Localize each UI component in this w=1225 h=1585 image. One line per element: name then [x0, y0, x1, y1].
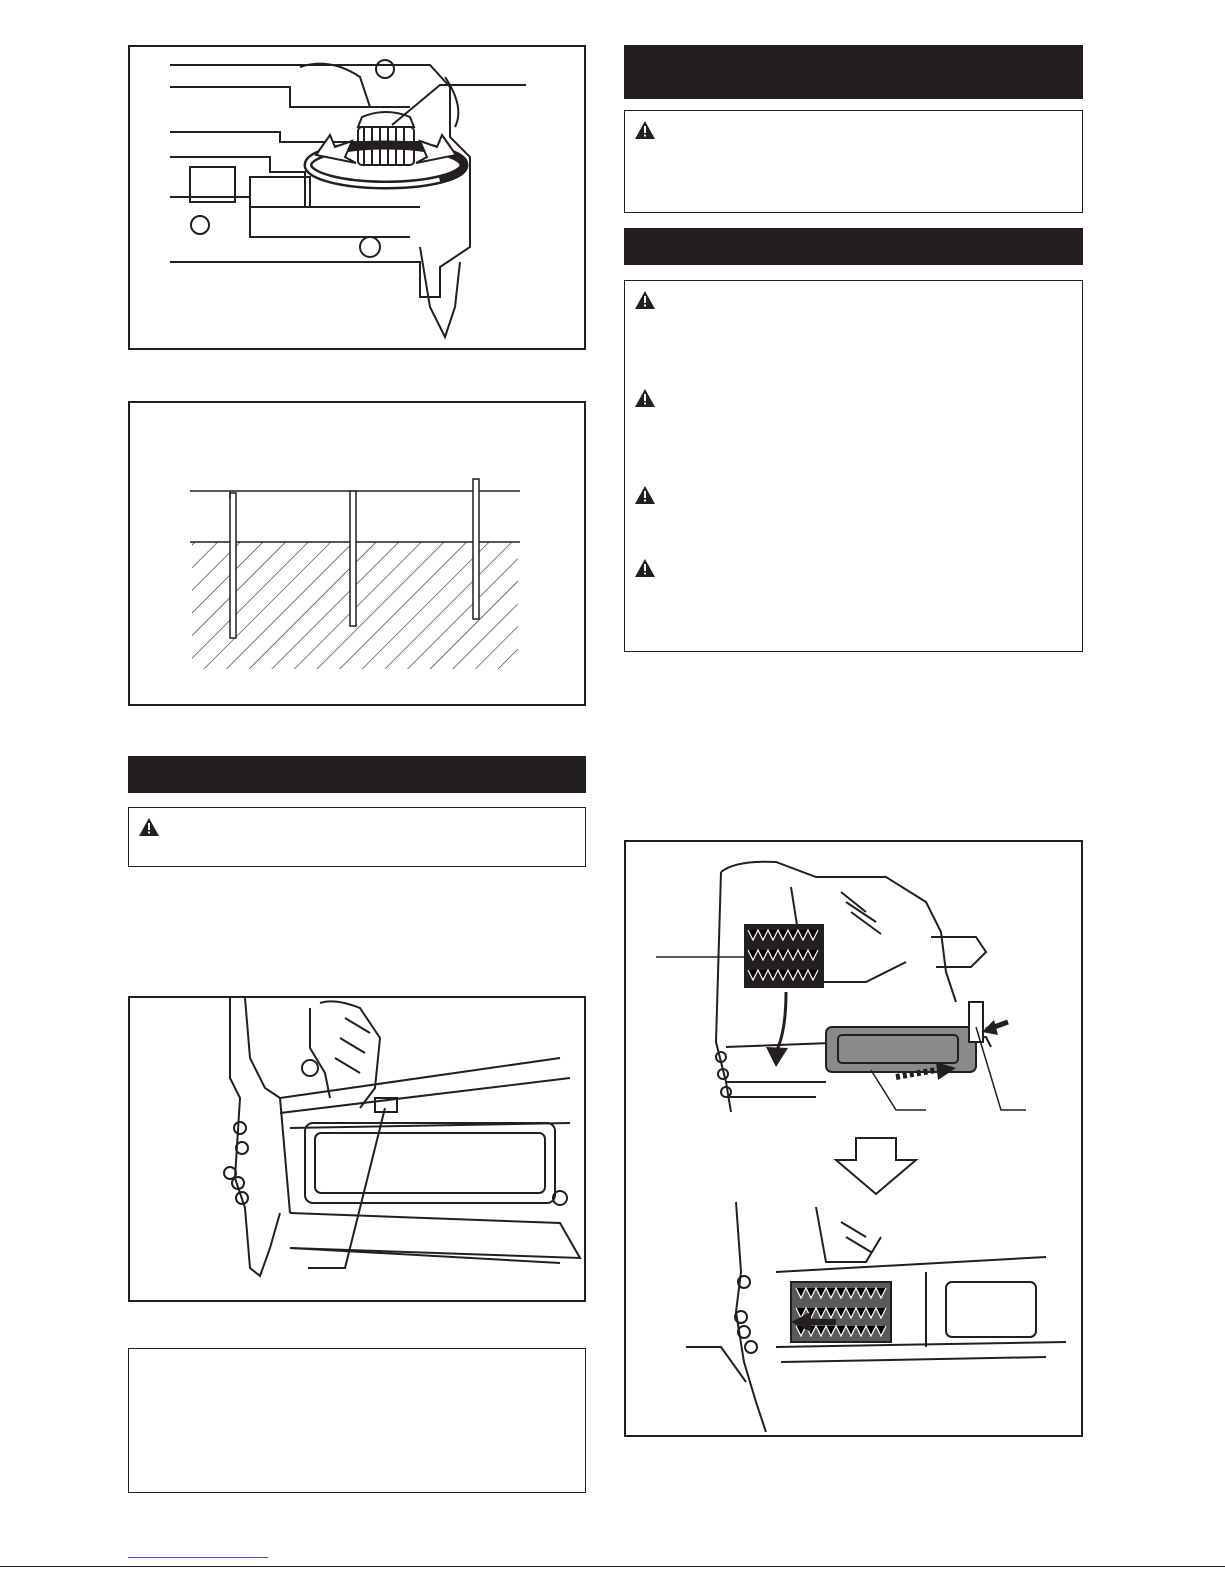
- right-warning-box-1: [624, 110, 1083, 213]
- warning-triangle-icon: [635, 291, 655, 309]
- warning-triangle-icon: [635, 121, 655, 139]
- page-bottom-line: [0, 1566, 1225, 1567]
- warning-triangle-icon: [139, 818, 159, 836]
- figure-nail-depth-comparison: [128, 401, 586, 706]
- right-section-bar-1: [624, 45, 1083, 99]
- nail-depth-diagram: [130, 403, 584, 704]
- footer-link-underline: [128, 1557, 268, 1558]
- warning-triangle-icon: [635, 389, 655, 407]
- warning-triangle-icon: [635, 559, 655, 577]
- left-warning-box: [128, 807, 586, 867]
- right-warning-box-2: [624, 280, 1083, 652]
- left-section-bar: [128, 756, 586, 793]
- magazine-window-illustration: [130, 998, 584, 1300]
- left-note-box: [128, 1348, 586, 1493]
- warning-triangle-icon: [635, 486, 655, 504]
- figure-window-indicator: [128, 996, 586, 1302]
- nail-loading-illustration: [626, 842, 1081, 1435]
- adjuster-dial-illustration: [130, 47, 584, 348]
- figure-loading-nails: [624, 840, 1083, 1437]
- figure-depth-adjust-dial: [128, 45, 586, 350]
- right-section-bar-2: [624, 228, 1083, 265]
